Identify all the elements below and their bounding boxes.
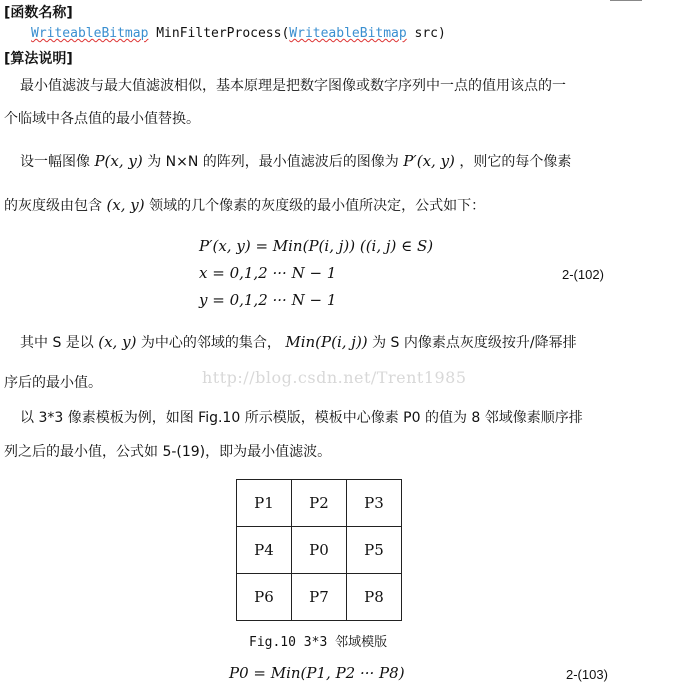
para3-line1: [20, 332, 577, 353]
formula2-number: 2-(103): [566, 667, 608, 682]
para4-line2: 列之后的最小值，公式如 5-(19)，即为最小值滤波。: [4, 444, 332, 460]
para3-text-b: 为中心的邻域的集合，: [140, 335, 281, 351]
para1-line2: 个临域中各点值的最小值替换。: [4, 111, 200, 127]
grid-cell-p8: P8: [347, 574, 402, 621]
para2-line1: [20, 151, 571, 172]
neighborhood-grid: [236, 479, 402, 621]
para2-text-e: 领域的几个像素的灰度级的最小值所决定，公式如下：: [149, 198, 486, 214]
para2-text-a: 设一幅图像: [20, 154, 90, 170]
grid-cell-p6: P6: [237, 574, 292, 621]
neighborhood-template-figure: [236, 479, 402, 621]
return-type-link[interactable]: WriteableBitmap: [31, 26, 149, 41]
para4-line1: 以 3*3 像素模板为例，如图 Fig.10 所示模版，模板中心像素 P0 的值为 8 邻域像素顺序排: [20, 410, 583, 426]
function-name-heading: [函数名称]: [4, 5, 73, 21]
method-name: MinFilterProcess(: [156, 26, 290, 41]
grid-cell-p2: P2: [292, 480, 347, 527]
grid-cell-p0: P0: [292, 527, 347, 574]
blog-watermark: http://blog.csdn.net/Trent1985: [202, 368, 467, 387]
para3-math-min: Min(P(i, j)): [285, 333, 368, 351]
para2-line2: [4, 195, 485, 216]
para2-math-xy: (x, y): [106, 196, 145, 214]
grid-cell-p3: P3: [347, 480, 402, 527]
grid-cell-p5: P5: [347, 527, 402, 574]
grid-row: [237, 527, 402, 574]
param-type-link[interactable]: WriteableBitmap: [289, 26, 407, 41]
para3-text-c: 为 S 内像素点灰度级按升/降幂排: [372, 335, 577, 351]
method-signature: [31, 26, 446, 41]
formula1-line2: x = 0,1,2 ··· N − 1: [199, 264, 337, 282]
para3-text-a: 其中 S 是以: [20, 335, 94, 351]
grid-cell-p1: P1: [237, 480, 292, 527]
param-name: src): [414, 26, 446, 41]
para1-line1: 最小值滤波与最大值滤波相似，基本原理是把数字图像或数字序列中一点的值用该点的一: [20, 78, 566, 94]
top-divider: [610, 0, 642, 1]
formula1-line1: P′(x, y) = Min(P(i, j)) ((i, j) ∈ S): [199, 237, 434, 255]
figure-caption: Fig.10 3*3 邻域模版: [249, 635, 388, 650]
para2-text-d: 的灰度级由包含: [4, 198, 102, 214]
grid-row: [237, 574, 402, 621]
para2-text-b: 为 N×N 的阵列，最小值滤波后的图像为: [147, 154, 399, 170]
para3-line2: 序后的最小值。: [4, 375, 102, 391]
para2-math-p: P(x, y): [94, 152, 143, 170]
para3-math-xy: (x, y): [98, 333, 137, 351]
grid-row: [237, 480, 402, 527]
algorithm-heading: [算法说明]: [4, 51, 73, 67]
para2-text-c: ，则它的每个像素: [459, 154, 572, 170]
formula1-line3: y = 0,1,2 ··· N − 1: [199, 291, 337, 309]
para2-math-pprime: P′(x, y): [403, 152, 455, 170]
grid-cell-p7: P7: [292, 574, 347, 621]
formula1-number: 2-(102): [562, 267, 604, 282]
grid-cell-p4: P4: [237, 527, 292, 574]
formula2: P0 = Min(P1, P2 ··· P8): [229, 664, 405, 682]
